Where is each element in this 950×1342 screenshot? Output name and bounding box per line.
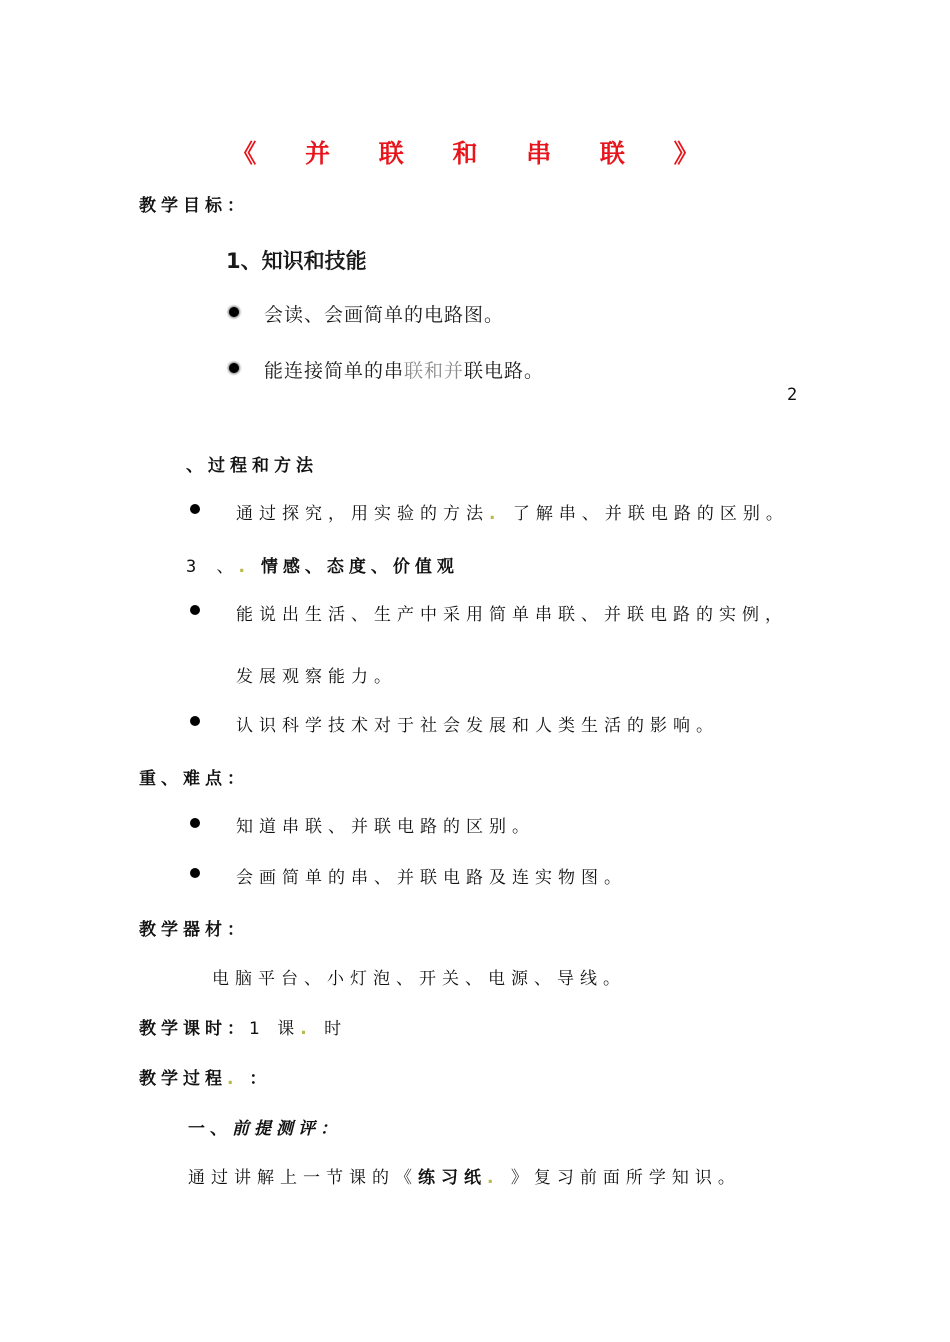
process-item-1-part-b: 了解串、并联电路的区别。 — [501, 504, 789, 524]
materials-content: 电脑平台、小灯泡、开关、电源、导线。 — [212, 969, 626, 989]
page-marker: 2 — [787, 385, 798, 405]
prereq-heading-text: 前提测评： — [232, 1119, 342, 1139]
prereq-text-a: 通过讲解上一节课的《 — [188, 1168, 418, 1188]
knowledge-item-1: 会读、会画简单的电路图。 — [264, 304, 505, 326]
class-hours-value-b: 时 — [312, 1019, 348, 1039]
process-item-1 — [236, 499, 789, 524]
prereq-heading — [188, 1114, 342, 1139]
bullet-icon — [229, 363, 239, 373]
emotion-item-1-line-1: 能说出生活、生产中采用简单串联、并联电路的实例， — [236, 605, 788, 625]
bullet-icon — [190, 818, 200, 828]
key-points-heading: 重、难点： — [139, 769, 249, 789]
teaching-process-heading — [139, 1064, 271, 1089]
emotion-heading-num: 3 、 — [186, 557, 239, 577]
teaching-process-dot: . — [227, 1069, 239, 1089]
class-hours-dot: . — [300, 1019, 313, 1039]
knowledge-item-2-part-a: 能连接简单的串 — [264, 360, 405, 382]
knowledge-heading: 1、知识和技能 — [226, 249, 367, 273]
bullet-icon — [190, 605, 200, 615]
materials-heading: 教学器材： — [139, 920, 249, 940]
prereq-text-dot: . — [487, 1168, 500, 1188]
process-heading: 、过程和方法 — [186, 456, 318, 476]
emotion-item-2: 认识科学技术对于社会发展和人类生活的影响。 — [236, 716, 719, 736]
process-item-1-part-a: 通过探究，用实验的方法 — [236, 504, 489, 524]
teaching-process-colon: ： — [238, 1069, 272, 1089]
prereq-text — [188, 1163, 741, 1188]
prereq-text-b: 》复习前面所学知识。 — [499, 1168, 741, 1188]
objectives-heading: 教学目标： — [139, 196, 249, 216]
bullet-icon — [190, 868, 200, 878]
bullet-icon — [190, 504, 200, 514]
knowledge-item-2 — [264, 356, 544, 383]
emotion-heading-dot: . — [238, 557, 250, 577]
prereq-text-bold: 练习纸 — [418, 1168, 487, 1188]
emotion-item-1-line-2: 发展观察能力。 — [236, 667, 397, 687]
class-hours-value-a: 1 课 — [249, 1019, 301, 1039]
key-points-item-2: 会画简单的串、并联电路及连实物图。 — [236, 868, 627, 888]
document-title: 《 并 联 和 串 联 》 — [231, 139, 719, 168]
emotion-heading — [186, 552, 459, 577]
knowledge-item-2-part-b: 联和并 — [404, 360, 465, 382]
key-points-item-1: 知道串联、并联电路的区别。 — [236, 817, 535, 837]
class-hours — [139, 1014, 347, 1039]
bullet-icon — [190, 716, 200, 726]
teaching-process-label: 教学过程 — [139, 1069, 227, 1089]
prereq-num: 一、 — [188, 1119, 232, 1139]
emotion-heading-text: 情感、态度、价值观 — [249, 557, 459, 577]
class-hours-label: 教学课时： — [139, 1019, 249, 1039]
bullet-icon — [229, 307, 239, 317]
process-item-1-dot: . — [489, 504, 502, 524]
knowledge-item-2-part-c: 联电路。 — [464, 360, 545, 382]
